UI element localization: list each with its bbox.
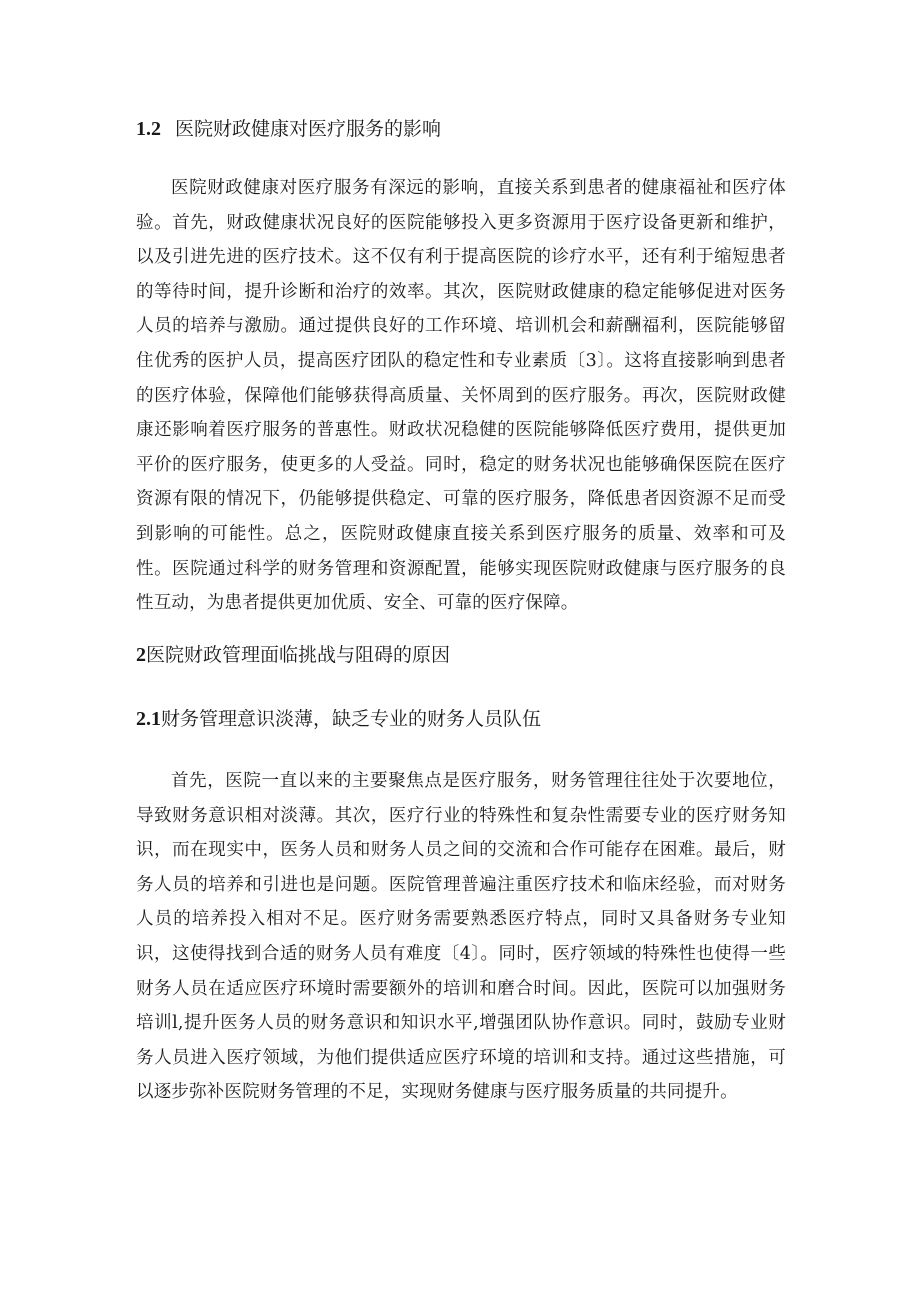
section-1-2-heading — [136, 116, 441, 142]
section-2-1-paragraph: 首先，医院一直以来的主要聚焦点是医疗服务，财务管理往往处于次要地位，导致财务意识相对淡薄。其次，医疗行业的特殊性和复杂性需要专业的医疗财务知识，而在现实中，医务人员和财务人员之间的交流和合作可能存在困难。最后，财务人员的培养和引进也是问题。医院管理普遍注重医疗技术和临床经验，而对财务人员的培养投入相对不足。医疗财务需要熟悉医疗特点，同时又具备财务专业知识，这使得找到合适的财务人员有难度〔4〕。同时，医疗领域的特殊性也使得一些财务人员在适应医疗环境时需要额外的培训和磨合时间。因此，医院可以加强财务培训l,提升医务人员的财务意识和知识水平,增强团队协作意识。同时，鼓励专业财务人员进入医疗领域，为他们提供适应医疗环境的培训和支持。通过这些措施，可以逐步弥补医院财务管理的不足，实现财务健康与医疗服务质量的共同提升。 — [136, 771, 786, 1103]
section-2-title: 医院财政管理面临挑战与阻碍的原因 — [146, 644, 451, 666]
section-1-2-title: 医院财政健康对医疗服务的影响 — [175, 118, 442, 140]
section-1-2-number: 1.2 — [136, 118, 161, 140]
section-2-1-number: 2.1 — [136, 708, 161, 730]
section-2-1-heading — [136, 706, 541, 732]
section-2-1-title: 财务管理意识淡薄，缺乏专业的财务人员队伍 — [161, 708, 542, 730]
section-2-number: 2 — [136, 644, 146, 666]
section-1-2-paragraph: 医院财政健康对医疗服务有深远的影响，直接关系到患者的健康福祉和医疗体验。首先，财政健康状况良好的医院能够投入更多资源用于医疗设备更新和维护，以及引进先进的医疗技术。这不仅有利于提高医院的诊疗水平，还有利于缩短患者的等待时间，提升诊断和治疗的效率。其次，医院财政健康的稳定能够促进对医务人员的培养与激励。通过提供良好的工作环境、培训机会和薪酬福利，医院能够留住优秀的医护人员，提高医疗团队的稳定性和专业素质〔3〕。这将直接影响到患者的医疗体验，保障他们能够获得高质量、关怀周到的医疗服务。再次，医院财政健康还影响着医疗服务的普惠性。财政状况稳健的医院能够降低医疗费用，提供更加平价的医疗服务，使更多的人受益。同时，稳定的财务状况也能够确保医院在医疗资源有限的情况下，仍能够提供稳定、可靠的医疗服务，降低患者因资源不足而受到影响的可能性。总之，医院财政健康直接关系到医疗服务的质量、效率和可及性。医院通过科学的财务管理和资源配置，能够实现医院财政健康与医疗服务的良性互动，为患者提供更加优质、安全、可靠的医疗保障。 — [136, 178, 786, 614]
section-2-heading — [136, 642, 450, 668]
